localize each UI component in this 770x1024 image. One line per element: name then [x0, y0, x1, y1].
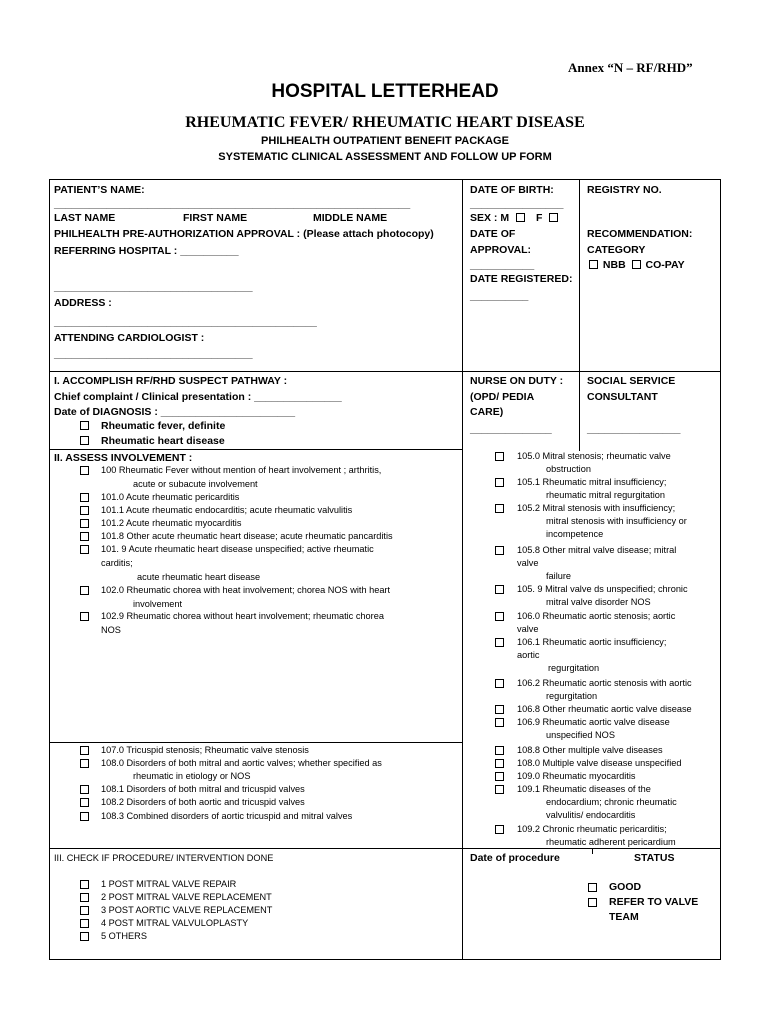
code-105-2-label-cont: mitral stenosis with insufficiency or	[546, 516, 687, 526]
code-105-8-label-cont2: failure	[546, 571, 572, 581]
code-101-9-label: 101. 9 Acute rheumatic heart disease unspecified; active rheumatic	[101, 544, 374, 554]
code-109-0-checkbox[interactable]	[495, 772, 504, 781]
code-109-1-label-cont2: valvulitis/ endocarditis	[546, 810, 636, 820]
code-108-0b-checkbox[interactable]	[495, 759, 504, 768]
code-105-1-checkbox[interactable]	[495, 478, 504, 487]
code-102-9-checkbox[interactable]	[80, 612, 89, 621]
status-good-label: GOOD	[609, 881, 642, 893]
procedure-4-checkbox[interactable]	[80, 919, 89, 928]
code-105-0-label-cont: obstruction	[546, 464, 591, 474]
code-102-0-checkbox[interactable]	[80, 586, 89, 595]
code-102-9-label-cont: NOS	[101, 625, 121, 635]
date-of-diagnosis-label: Date of DIAGNOSIS : _______________________	[54, 406, 296, 418]
code-101-8-label: 101.8 Other acute rheumatic heart disease; acute rheumatic pancarditis	[101, 531, 393, 541]
procedure-5-label: 5 OTHERS	[101, 931, 147, 941]
procedure-2-checkbox[interactable]	[80, 893, 89, 902]
code-106-9-label: 106.9 Rheumatic aortic valve disease	[517, 717, 670, 727]
section-two-title: II. ASSESS INVOLVEMENT :	[54, 452, 193, 464]
code-109-2-checkbox[interactable]	[495, 825, 504, 834]
date-of-birth-label: DATE OF BIRTH:	[470, 184, 554, 196]
code-106-0-label-cont: valve	[517, 624, 539, 634]
code-105-8-checkbox[interactable]	[495, 546, 504, 555]
code-105-0-label: 105.0 Mitral stenosis; rheumatic valve	[517, 451, 671, 461]
code-105-2-checkbox[interactable]	[495, 504, 504, 513]
registry-number-label: REGISTRY NO.	[587, 184, 662, 196]
procedure-4-label: 4 POST MITRAL VALVULOPLASTY	[101, 918, 249, 928]
sex-field	[470, 212, 558, 225]
code-101-1-checkbox[interactable]	[80, 506, 89, 515]
code-108-8-label: 108.8 Other multiple valve diseases	[517, 745, 663, 755]
code-108-3-label: 108.3 Combined disorders of aortic tricuspid and mitral valves	[101, 811, 353, 821]
preauth-label: PHILHEALTH PRE-AUTHORIZATION APPROVAL : (Please attach photocopy)	[54, 228, 434, 240]
code-109-1-label-cont: endocardium; chronic rheumatic	[546, 797, 677, 807]
code-106-8-label: 106.8 Other rheumatic aortic valve disease	[517, 704, 692, 714]
code-101-9-label-cont: carditis;	[101, 558, 133, 568]
table-border-right	[720, 179, 721, 960]
table-column-line	[579, 179, 580, 451]
patient-name-label: PATIENT’S NAME:	[54, 184, 145, 196]
code-105-1-label-cont: rheumatic mitral regurgitation	[546, 490, 665, 500]
code-108-2-label: 108.2 Disorders of both aortic and tricuspid valves	[101, 797, 305, 807]
code-108-2-checkbox[interactable]	[80, 798, 89, 807]
code-106-0-label: 106.0 Rheumatic aortic stenosis; aortic	[517, 611, 676, 621]
table-border-bottom	[49, 959, 721, 960]
code-106-1-label-cont: aortic	[517, 650, 540, 660]
date-registered-label: DATE REGISTERED:	[470, 273, 573, 285]
form-title: RHEUMATIC FEVER/ RHEUMATIC HEART DISEASE	[185, 114, 585, 131]
hospital-letterhead: HOSPITAL LETTERHEAD	[271, 81, 499, 102]
table-column-line	[462, 179, 463, 960]
sex-label: SEX : M	[470, 212, 510, 224]
procedure-2-label: 2 POST MITRAL VALVE REPLACEMENT	[101, 892, 272, 902]
referring-hospital-line: __________________________________	[54, 281, 253, 293]
code-101-1-label: 101.1 Acute rheumatic endocarditis; acute rheumatic valvulitis	[101, 505, 353, 515]
referring-hospital-label: REFERRING HOSPITAL : __________	[54, 245, 239, 257]
code-101-9-label-cont2: acute rheumatic heart disease	[137, 572, 261, 582]
code-107-0-label: 107.0 Tricuspid stenosis; Rheumatic valve stenosis	[101, 745, 309, 755]
nurse-care-label: CARE)	[470, 406, 504, 418]
address-label: ADDRESS :	[54, 297, 112, 309]
code-109-2-label: 109.2 Chronic rheumatic pericarditis;	[517, 824, 667, 834]
code-102-0-label-cont: involvement	[133, 599, 183, 609]
code-106-0-checkbox[interactable]	[495, 612, 504, 621]
code-105-2-label-cont2: incompetence	[546, 529, 604, 539]
code-105-9-checkbox[interactable]	[495, 585, 504, 594]
code-108-0-label: 108.0 Disorders of both mitral and aortic valves; whether specified as	[101, 758, 382, 768]
code-108-1-checkbox[interactable]	[80, 785, 89, 794]
code-100-checkbox[interactable]	[80, 466, 89, 475]
code-106-2-label-cont: regurgitation	[546, 691, 598, 701]
code-108-0-checkbox[interactable]	[80, 759, 89, 768]
code-108-0b-label: 108.0 Multiple valve disease unspecified	[517, 758, 682, 768]
procedure-1-checkbox[interactable]	[80, 880, 89, 889]
code-101-8-checkbox[interactable]	[80, 532, 89, 541]
nurse-line: ______________	[470, 423, 552, 435]
status-label: STATUS	[634, 852, 675, 864]
form-subtitle-assessment: SYSTEMATIC CLINICAL ASSESSMENT AND FOLLOW UP FORM	[218, 151, 552, 163]
code-106-9-label-cont: unspecified NOS	[546, 730, 615, 740]
address-line: _____________________________________________	[54, 316, 317, 328]
nurse-opd-label: (OPD/ PEDIA	[470, 391, 535, 403]
table-row-line	[49, 449, 462, 450]
rheumatic-heart-disease-checkbox[interactable]	[80, 436, 89, 445]
table-border-top	[49, 179, 721, 180]
code-105-9-label-cont: mitral valve disorder NOS	[546, 597, 651, 607]
code-109-1-label: 109.1 Rheumatic diseases of the	[517, 784, 651, 794]
procedure-1-label: 1 POST MITRAL VALVE REPAIR	[101, 879, 237, 889]
code-102-9-label: 102.9 Rheumatic chorea without heart involvement; rheumatic chorea	[101, 611, 384, 621]
code-105-9-label: 105. 9 Mitral valve ds unspecified; chronic	[517, 584, 688, 594]
copay-label: CO-PAY	[645, 259, 685, 271]
status-refer-label-cont: TEAM	[609, 911, 639, 923]
code-107-0-checkbox[interactable]	[80, 746, 89, 755]
code-109-2-label-cont: rheumatic adherent pericardium	[546, 837, 676, 847]
code-106-8-checkbox[interactable]	[495, 705, 504, 714]
chief-complaint-label: Chief complaint / Clinical presentation : _______________	[54, 391, 342, 403]
section-three-title: III. CHECK IF PROCEDURE/ INTERVENTION DONE	[54, 853, 274, 863]
copay-checkbox[interactable]	[632, 260, 641, 269]
code-101-0-checkbox[interactable]	[80, 493, 89, 502]
code-102-0-label: 102.0 Rheumatic chorea with heat involvement; chorea NOS with heart	[101, 585, 391, 595]
approval-line: ___________	[470, 259, 535, 271]
approval-label: APPROVAL:	[470, 244, 532, 256]
rheumatic-fever-label: Rheumatic fever, definite	[101, 420, 226, 432]
code-101-9-checkbox[interactable]	[80, 545, 89, 554]
code-100-label: 100 Rheumatic Fever without mention of heart involvement ; arthritis,	[101, 465, 382, 475]
code-105-1-label: 105.1 Rheumatic mitral insufficiency;	[517, 477, 667, 487]
social-service-line: ________________	[587, 423, 681, 435]
date-registered-line: __________	[470, 290, 529, 302]
nurse-on-duty-label: NURSE ON DUTY :	[470, 375, 564, 387]
procedure-3-label: 3 POST AORTIC VALVE REPLACEMENT	[101, 905, 273, 915]
table-row-line	[49, 371, 721, 372]
nbb-label: NBB	[602, 259, 626, 271]
code-106-2-checkbox[interactable]	[495, 679, 504, 688]
status-refer-label: REFER TO VALVE	[609, 896, 699, 908]
code-101-2-checkbox[interactable]	[80, 519, 89, 528]
patient-name-line: _____________________________________________________________	[54, 198, 411, 210]
code-106-1-checkbox[interactable]	[495, 638, 504, 647]
table-border-left	[49, 179, 50, 960]
form-subtitle-benefit: PHILHEALTH OUTPATIENT BENEFIT PACKAGE	[261, 135, 509, 147]
code-106-2-label: 106.2 Rheumatic aortic stenosis with aortic	[517, 678, 692, 688]
last-name-label: LAST NAME	[54, 212, 116, 224]
date-of-birth-line: ________________	[470, 198, 564, 210]
code-108-8-checkbox[interactable]	[495, 746, 504, 755]
procedure-3-checkbox[interactable]	[80, 906, 89, 915]
procedure-5-checkbox[interactable]	[80, 932, 89, 941]
sex-male-checkbox[interactable]	[516, 213, 525, 222]
code-108-0-label-cont: rheumatic in etiology or NOS	[133, 771, 251, 781]
rheumatic-heart-disease-label: Rheumatic heart disease	[101, 435, 225, 447]
sex-female-label: F	[535, 212, 543, 224]
code-100-label-cont: acute or subacute involvement	[133, 479, 258, 489]
category-label: CATEGORY	[587, 244, 646, 256]
annex-label: Annex “N – RF/RHD”	[568, 60, 693, 75]
code-106-1-label: 106.1 Rheumatic aortic insufficiency;	[517, 637, 667, 647]
rheumatic-fever-checkbox[interactable]	[80, 421, 89, 430]
attending-cardiologist-label: ATTENDING CARDIOLOGIST :	[54, 332, 205, 344]
code-109-1-checkbox[interactable]	[495, 785, 504, 794]
code-108-1-label: 108.1 Disorders of both mitral and tricuspid valves	[101, 784, 305, 794]
status-refer-checkbox[interactable]	[588, 898, 597, 907]
sex-female-checkbox[interactable]	[549, 213, 558, 222]
code-105-0-checkbox[interactable]	[495, 452, 504, 461]
recommendation-label: RECOMMENDATION:	[587, 228, 693, 240]
code-101-2-label: 101.2 Acute rheumatic myocarditis	[101, 518, 242, 528]
code-106-9-checkbox[interactable]	[495, 718, 504, 727]
table-row-line	[49, 742, 462, 743]
nbb-checkbox[interactable]	[589, 260, 598, 269]
code-101-0-label: 101.0 Acute rheumatic pericarditis	[101, 492, 240, 502]
consultant-label: CONSULTANT	[587, 391, 658, 403]
code-106-1-label-cont2: regurgitation	[548, 663, 600, 673]
category-options	[589, 259, 685, 272]
code-108-3-checkbox[interactable]	[80, 812, 89, 821]
section-one-title: I. ACCOMPLISH RF/RHD SUSPECT PATHWAY :	[54, 375, 288, 387]
status-good-checkbox[interactable]	[588, 883, 597, 892]
middle-name-label: MIDDLE NAME	[313, 212, 388, 224]
date-of-approval-label: DATE OF	[470, 228, 516, 240]
social-service-label: SOCIAL SERVICE	[587, 375, 676, 387]
code-105-2-label: 105.2 Mitral stenosis with insufficiency;	[517, 503, 676, 513]
date-of-procedure-label: Date of procedure	[470, 852, 560, 864]
code-105-8-label: 105.8 Other mitral valve disease; mitral	[517, 545, 677, 555]
code-105-8-label-cont: valve	[517, 558, 539, 568]
attending-cardiologist-line: __________________________________	[54, 348, 253, 360]
first-name-label: FIRST NAME	[183, 212, 248, 224]
code-109-0-label: 109.0 Rheumatic myocarditis	[517, 771, 636, 781]
